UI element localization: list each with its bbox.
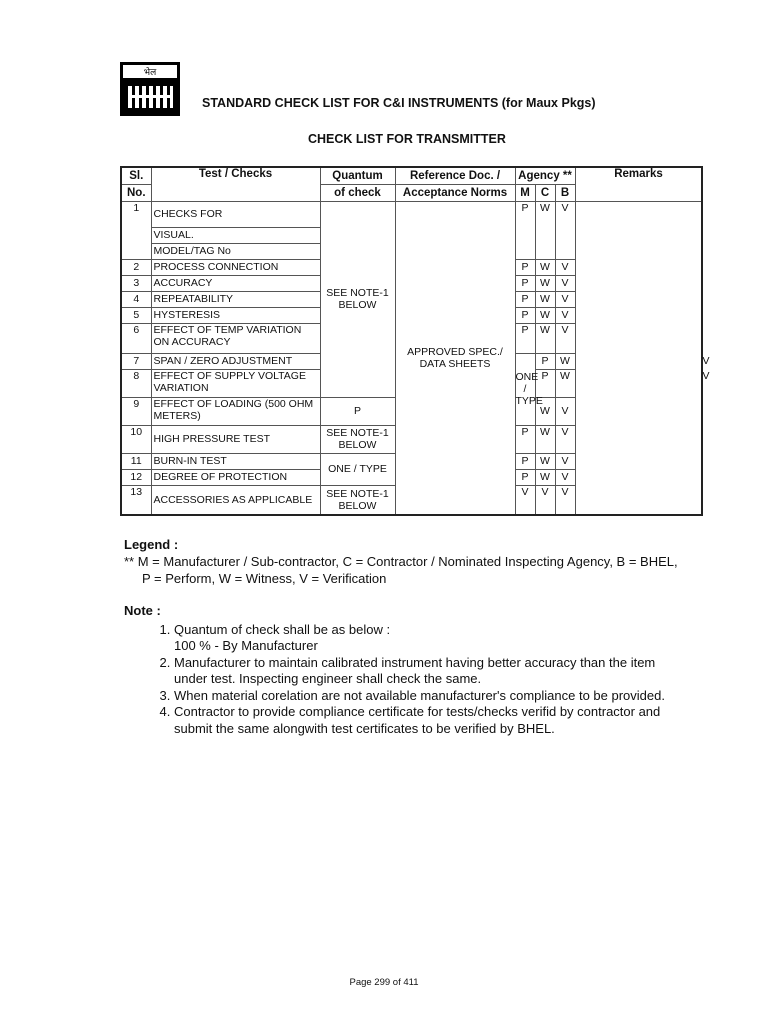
reference-text: DATA SHEETS — [419, 357, 491, 370]
quantum-cell — [320, 485, 395, 515]
row-c: W — [555, 353, 575, 369]
row-sl: 5 — [121, 307, 151, 323]
svg-text:भेल: भेल — [143, 68, 157, 78]
row-m: P — [320, 397, 395, 425]
row-m: P — [515, 307, 535, 323]
row-c: W — [535, 201, 555, 259]
row-b: V — [555, 201, 575, 259]
row-test-line: EFFECT OF LOADING (500 OHM — [153, 397, 314, 410]
row-c: W — [555, 369, 575, 397]
document-subtitle: CHECK LIST FOR TRANSMITTER — [308, 132, 506, 146]
row-b: V — [555, 323, 575, 353]
reference-text: APPROVED SPEC./ — [407, 345, 503, 358]
quantum-cell: ONE / TYPE — [320, 453, 395, 485]
quantum-cell: ONE / TYPE — [515, 353, 535, 425]
row-m: P — [515, 201, 535, 259]
note-line: 2. Manufacturer to maintain calibrated instrument having better accuracy than the item — [174, 654, 656, 670]
row-test: MODEL/TAG No — [151, 243, 320, 259]
row-c: W — [535, 307, 555, 323]
row-c: W — [535, 469, 555, 485]
legend-line: P = Perform, W = Witness, V = Verification — [142, 571, 387, 586]
notes-list — [124, 622, 734, 738]
document-title: STANDARD CHECK LIST FOR C&I INSTRUMENTS (for Maux Pkgs) — [202, 96, 596, 110]
row-sl: 7 — [121, 353, 151, 369]
note-line: under test. Inspecting engineer shall check the same. — [174, 671, 482, 686]
row-sl: 2 — [121, 259, 151, 275]
row-sl: 10 — [121, 425, 151, 453]
row-b: V — [555, 469, 575, 485]
row-b: V — [555, 307, 575, 323]
legend-line: ** M = Manufacturer / Sub-contractor, C = Contractor / Nominated Inspecting Agency, B = BHEL, — [124, 554, 678, 569]
row-test: HYSTERESIS — [151, 307, 320, 323]
header-acceptance: Acceptance Norms — [395, 184, 515, 201]
quantum-text: SEE NOTE-1 — [326, 487, 389, 500]
note-line: 3. When material corelation are not available manufacturer's compliance to be provided. — [174, 687, 665, 703]
note-line: 4. Contractor to provide compliance certificate for tests/checks verifid by contractor and — [174, 704, 661, 719]
note-item — [174, 704, 734, 737]
header-no: No. — [121, 184, 151, 201]
notes-title: Note : — [124, 603, 161, 618]
row-sl: 6 — [121, 323, 151, 353]
note-item — [174, 622, 734, 655]
quantum-cell — [320, 201, 395, 397]
row-b: V — [555, 291, 575, 307]
row-sl: 8 — [121, 369, 151, 397]
row-m: P — [515, 259, 535, 275]
note-item — [174, 655, 734, 688]
row-b: V — [555, 397, 575, 425]
header-test-checks: Test / Checks — [151, 167, 320, 201]
row-test: ACCURACY — [151, 275, 320, 291]
quantum-text: BELOW — [338, 299, 377, 311]
row-test: ACCESSORIES AS APPLICABLE — [151, 485, 320, 515]
quantum-text: SEE NOTE-1 — [326, 427, 389, 439]
note-line: 1. Quantum of check shall be as below : — [174, 621, 391, 637]
row-b: V — [555, 453, 575, 469]
row-c: W — [535, 323, 555, 353]
row-sl: 1 — [121, 201, 151, 259]
row-m: P — [515, 453, 535, 469]
quantum-text: BELOW — [338, 499, 377, 512]
row-test-line: ON ACCURACY — [153, 335, 231, 348]
transmitter-checklist-table: Sl. Test / Checks Quantum Reference Doc. / Agency ** Remarks No. of check Acceptance Norms M C B 1 CHECKS FOR SEE NOTE-1 BELOW APPROVED SPEC./ DATA SHEETS P W V VISUAL. MODEL/TAG No 2 PROCESS CONNECTION P W V 3 ACCURACY P W V 4 REPEATABILITY P W V 5 HYSTERESIS P W V 6 EFFECT OF TEMP VARIATION ON ACCURACY P W V 7 SPAN / ZERO ADJUSTMENT ONE / TYPE P W V 8 EFFECT OF SUPPLY VOLTAGE VARIATION P W V 9 EFFECT OF LOADING (500 OHM METERS) P W V 10 HIGH PRESSURE TEST SEE NOTE-1 BELOW P W V 11 BURN-IN TEST ONE / TYPE P W V 12 DEGREE OF PROTECTION P W V 13 ACCESSORIES AS APPLICABLE SEE NOTE-1 BELOW V V V — [120, 166, 703, 516]
row-b: V — [555, 259, 575, 275]
header-c: C — [535, 184, 555, 201]
row-test: HIGH PRESSURE TEST — [151, 425, 320, 453]
row-test: DEGREE OF PROTECTION — [151, 469, 320, 485]
row-test: BURN-IN TEST — [151, 453, 320, 469]
header-of-check: of check — [320, 184, 395, 201]
row-sl: 11 — [121, 453, 151, 469]
row-test-line: EFFECT OF SUPPLY VOLTAGE — [153, 369, 306, 382]
row-m: P — [515, 323, 535, 353]
note-line: 100 % - By Manufacturer — [174, 638, 318, 653]
row-c: W — [535, 291, 555, 307]
row-c: W — [535, 425, 555, 453]
row-b: V — [555, 425, 575, 453]
row-test-line: METERS) — [153, 409, 201, 422]
row-b: V — [555, 485, 575, 515]
row-c: W — [535, 453, 555, 469]
row-m: P — [535, 369, 555, 397]
row-sl: 13 — [121, 485, 151, 515]
row-b: V — [555, 275, 575, 291]
note-line: submit the same alongwith test certificates to be verified by BHEL. — [174, 720, 555, 736]
header-m: M — [515, 184, 535, 201]
row-m: P — [535, 353, 555, 369]
row-m: V — [515, 485, 535, 515]
header-sl: Sl. — [121, 167, 151, 184]
row-m: P — [515, 275, 535, 291]
row-test: SPAN / ZERO ADJUSTMENT — [151, 353, 320, 369]
quantum-text: BELOW — [338, 439, 377, 451]
row-c: W — [535, 259, 555, 275]
row-test: REPEATABILITY — [151, 291, 320, 307]
row-test-line: EFFECT OF TEMP VARIATION — [153, 323, 302, 336]
note-item — [174, 688, 734, 705]
row-c: V — [535, 485, 555, 515]
row-m: P — [515, 291, 535, 307]
row-m: P — [515, 425, 535, 453]
row-test — [151, 323, 320, 353]
row-test-line: VARIATION — [153, 381, 209, 394]
row-c: W — [535, 275, 555, 291]
row-sl: 9 — [121, 397, 151, 425]
row-sl: 3 — [121, 275, 151, 291]
legend-title: Legend : — [124, 537, 179, 552]
remarks-cell — [575, 201, 702, 515]
header-agency: Agency ** — [515, 167, 575, 184]
row-test — [151, 369, 320, 397]
row-test: PROCESS CONNECTION — [151, 259, 320, 275]
header-b: B — [555, 184, 575, 201]
row-test — [151, 397, 320, 425]
reference-cell — [395, 201, 515, 515]
row-sl: 4 — [121, 291, 151, 307]
row-test: CHECKS FOR — [151, 201, 320, 227]
row-test: VISUAL. — [151, 227, 320, 243]
quantum-text: SEE NOTE-1 — [326, 287, 389, 299]
header-quantum: Quantum — [320, 167, 395, 184]
bhel-logo — [120, 62, 180, 116]
row-c: W — [535, 397, 555, 425]
row-sl: 12 — [121, 469, 151, 485]
header-reference: Reference Doc. / — [395, 167, 515, 184]
page-number: Page 299 of 411 — [349, 977, 419, 988]
notes-section — [124, 603, 734, 737]
row-m: P — [515, 469, 535, 485]
quantum-cell — [320, 425, 395, 453]
header-remarks: Remarks — [575, 167, 702, 201]
legend-section — [124, 536, 678, 587]
